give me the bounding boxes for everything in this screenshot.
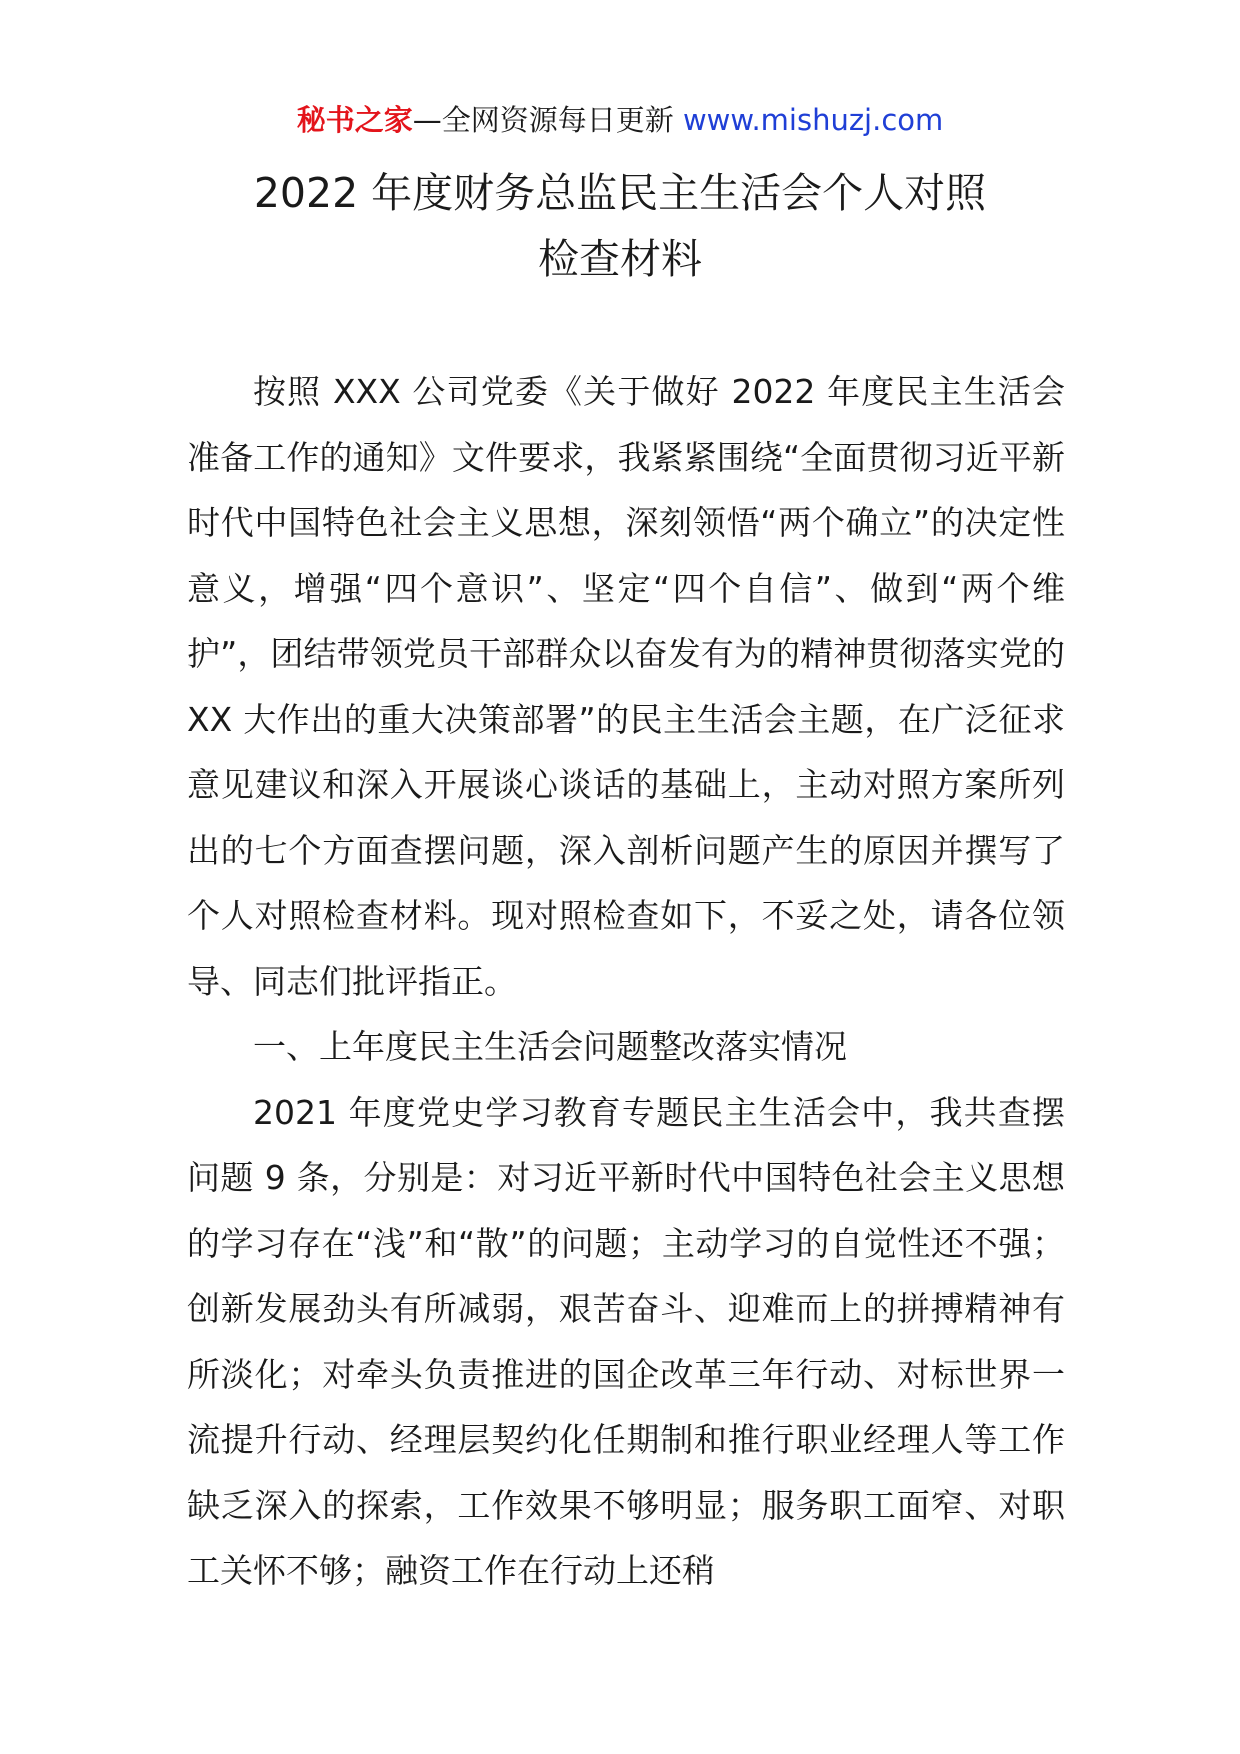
section-paragraph-1: 2021 年度党史学习教育专题民主生活会中，我共查摆问题 9 条，分别是：对习近平新时代中国特色社会主义思想的学习存在“浅”和“散”的问题；主动学习的自觉性还不强；创新发展劲头有所减弱，艰苦奋斗、迎难而上的拼搏精神有所淡化；对牵头负责推进的国企改革三年行动、对标世界一流提升行动、经理层契约化任期制和推行职业经理人等工作缺乏深入的探索，工作效果不够明显；服务职工面窄、对职工关怀不够；融资工作在行动上还稍: [187, 1092, 1065, 1590]
site-header: [0, 100, 1240, 140]
site-brand: 秘书之家: [296, 103, 413, 137]
title-line-2: 检查材料: [538, 235, 702, 283]
site-tagline: —全网资源每日更新: [412, 103, 683, 137]
site-url-link[interactable]: www.mishuzj.com: [682, 103, 944, 137]
title-line-1: 2022 年度财务总监民主生活会个人对照: [253, 169, 987, 217]
document-body: [187, 359, 1065, 1604]
section-heading-1: 一、上年度民主生活会问题整改落实情况: [253, 1027, 847, 1066]
intro-paragraph: 按照 XXX 公司党委《关于做好 2022 年度民主生活会准备工作的通知》文件要求，我紧紧围绕“全面贯彻习近平新时代中国特色社会主义思想，深刻领悟“两个确立”的决定性意义，增强“四个意识”、坚定“四个自信”、做到“两个维护”，团结带领党员干部群众以奋发有为的精神贯彻落实党的 XX 大作出的重大决策部署”的民主生活会主题，在广泛征求意见建议和深入开展谈心谈话的基础上，主动对照方案所列出的七个方面查摆问题，深入剖析问题产生的原因并撰写了个人对照检查材料。现对照检查如下，不妥之处，请各位领导、同志们批评指正。: [187, 372, 1065, 1001]
document-title: [0, 160, 1240, 292]
